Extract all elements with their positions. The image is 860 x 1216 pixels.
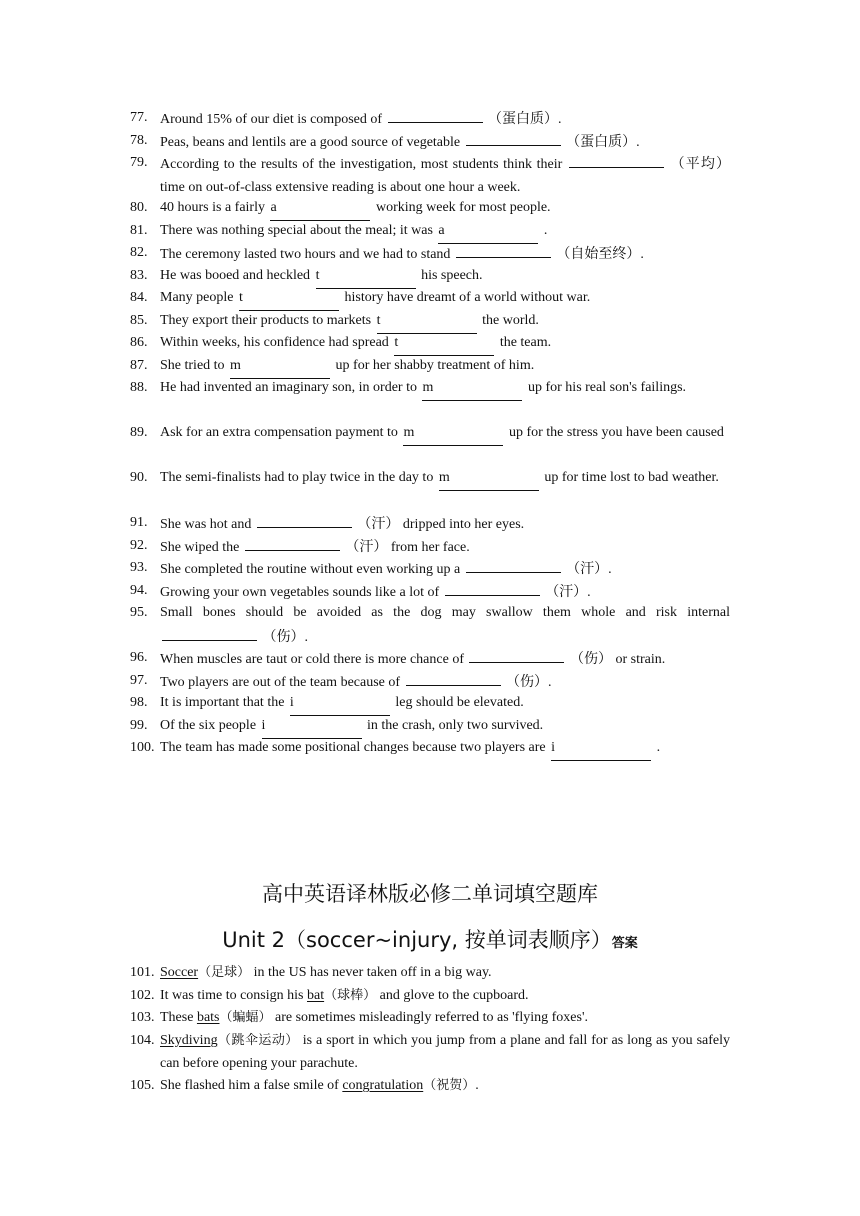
question-text [130, 265, 730, 289]
blank-initial-letter: a [438, 223, 445, 238]
section-subtitle [0, 924, 860, 954]
answer-number: 105. [130, 1078, 155, 1093]
question-text [130, 242, 730, 267]
question-pre: Ask for an extra compensation payment to [160, 425, 398, 440]
question-pre: The semi-finalists had to play twice in the day to [160, 470, 434, 485]
question-item [130, 220, 730, 244]
question-post: （平均） time on out-of-class extensive reading is about one hour a week. [160, 157, 731, 195]
question-number: 93. [130, 560, 148, 575]
answer-word: bat [307, 988, 325, 1003]
question-pre: 40 hours is a fairly [160, 200, 265, 215]
question-post: up for the stress you have been caused [508, 425, 724, 440]
question-pre: Two players are out of the team because of [160, 675, 401, 690]
question-post: （伤）. [262, 629, 308, 645]
question-number: 83. [130, 268, 148, 283]
question-number: 78. [130, 133, 148, 148]
question-pre: Many people [160, 290, 234, 305]
answer-pre: These [160, 1010, 194, 1025]
question-pre: He had invented an imaginary son, in order to [160, 380, 417, 395]
fill-blank[interactable] [466, 557, 561, 573]
question-post: （自始至终）. [556, 247, 644, 262]
fill-blank[interactable] [290, 692, 390, 716]
question-text [130, 220, 730, 244]
answer-chinese-hint: （跳伞运动） [217, 1033, 299, 1048]
fill-blank[interactable] [422, 377, 522, 401]
question-pre: She was hot and [160, 517, 252, 532]
fill-blank[interactable] [316, 265, 416, 289]
question-text [130, 580, 730, 605]
question-post: . [656, 740, 661, 755]
question-item [130, 287, 730, 311]
question-text [130, 715, 730, 739]
fill-blank[interactable] [394, 332, 494, 356]
question-text [130, 107, 730, 132]
question-post: his speech. [421, 268, 483, 283]
question-item [130, 377, 730, 401]
question-number: 88. [130, 380, 148, 395]
question-pre: She tried to [160, 358, 225, 373]
question-item [130, 647, 730, 672]
answer-chinese-hint: （足球） [198, 965, 251, 980]
question-item [130, 332, 730, 356]
question-number: 91. [130, 515, 148, 530]
question-pre: Growing your own vegetables sounds like a lot of [160, 585, 440, 600]
blank-initial-letter: t [315, 268, 320, 283]
answer-post: . [475, 1078, 479, 1093]
question-post: working week for most people. [375, 200, 551, 215]
subtitle-text: Unit 2（soccer~injury, 按单词表顺序） [222, 928, 612, 952]
answer-item [130, 1075, 730, 1098]
answer-pre: She flashed him a false smile of [160, 1078, 339, 1093]
question-text [130, 197, 730, 221]
question-pre: Within weeks, his confidence had spread [160, 335, 389, 350]
question-post: （汗）. [566, 562, 612, 577]
question-post: the world. [482, 313, 539, 328]
question-item [130, 152, 730, 199]
question-post: up for time lost to bad weather. [544, 470, 719, 485]
question-number: 86. [130, 335, 148, 350]
question-text [130, 557, 730, 582]
question-number: 87. [130, 358, 148, 373]
answer-post: are sometimes misleadingly referred to as 'flying foxes'. [275, 1010, 588, 1025]
question-text [130, 130, 730, 155]
question-post: up for her shabby treatment of him. [335, 358, 535, 373]
blank-initial-letter: t [376, 313, 381, 328]
question-text [130, 152, 730, 199]
blank-initial-letter: m [438, 470, 450, 485]
answer-item [130, 1007, 730, 1030]
answer-chinese-hint: （蝙蝠） [219, 1010, 272, 1025]
question-text [130, 692, 730, 716]
answer-post: in the US has never taken off in a big way. [253, 965, 492, 980]
blank-initial-letter: a [270, 200, 277, 215]
question-item [130, 602, 730, 649]
question-pre: According to the results of the investigation, most students think their [160, 157, 563, 172]
answer-tag: 答案 [611, 936, 638, 951]
fill-blank[interactable] [403, 422, 503, 446]
question-post: （蛋白质）. [488, 112, 562, 127]
question-number: 84. [130, 290, 148, 305]
question-number: 95. [130, 605, 148, 620]
answer-chinese-hint: （祝贺） [423, 1078, 476, 1093]
question-pre: She wiped the [160, 540, 240, 555]
question-text [130, 355, 730, 379]
fill-blank[interactable] [469, 647, 564, 663]
answer-chinese-hint: （球棒） [324, 988, 377, 1003]
answer-text [130, 1007, 730, 1030]
question-text [130, 512, 730, 537]
question-text [130, 287, 730, 311]
question-pre: There was nothing special about the meal; it was [160, 223, 433, 238]
blank-initial-letter: i [289, 695, 294, 710]
question-number: 77. [130, 110, 148, 125]
answer-pre: It was time to consign his [160, 988, 304, 1003]
fill-blank[interactable] [445, 580, 540, 596]
fill-blank[interactable] [230, 355, 330, 379]
question-number: 96. [130, 650, 148, 665]
question-number: 100. [130, 740, 155, 755]
question-post: in the crash, only two survived. [367, 718, 544, 733]
fill-blank[interactable] [245, 535, 340, 551]
question-item [130, 580, 730, 605]
fill-blank[interactable] [270, 197, 370, 221]
question-post: up for his real son's failings. [527, 380, 687, 395]
question-post: （汗） from her face. [345, 540, 470, 555]
question-pre: They export their products to markets [160, 313, 372, 328]
question-item [130, 535, 730, 560]
question-pre: He was booed and heckled [160, 268, 311, 283]
question-number: 97. [130, 673, 148, 688]
fill-blank[interactable] [456, 242, 551, 258]
fill-blank[interactable] [406, 670, 501, 686]
question-pre: Around 15% of our diet is composed of [160, 112, 383, 127]
question-item [130, 670, 730, 695]
question-text [130, 535, 730, 560]
question-post: history have dreamt of a world without war. [344, 290, 591, 305]
question-post: the team. [499, 335, 552, 350]
answer-text [130, 962, 730, 985]
question-item [130, 737, 730, 761]
question-number: 94. [130, 583, 148, 598]
answer-item [130, 962, 730, 985]
question-pre: The team has made some positional changes because two players are [160, 740, 546, 755]
question-pre: She completed the routine without even working up a [160, 562, 461, 577]
question-post: （汗） dripped into her eyes. [357, 517, 525, 532]
blank-initial-letter: m [230, 358, 241, 373]
fill-blank[interactable] [257, 512, 352, 528]
question-text [130, 310, 730, 334]
question-number: 81. [130, 223, 148, 238]
question-number: 79. [130, 155, 148, 170]
answer-item [130, 1030, 730, 1075]
answer-text [130, 985, 730, 1008]
question-post: （伤）. [506, 675, 552, 690]
question-item [130, 130, 730, 155]
fill-blank[interactable] [377, 310, 477, 334]
question-text [130, 647, 730, 672]
question-item [130, 692, 730, 716]
question-text [130, 670, 730, 695]
question-item [130, 715, 730, 739]
question-post: （伤） or strain. [569, 652, 666, 667]
question-post: leg should be elevated. [395, 695, 524, 710]
blank-initial-letter: i [261, 718, 266, 733]
blank-initial-letter: t [238, 290, 243, 305]
question-item [130, 242, 730, 267]
fill-blank[interactable] [262, 715, 362, 739]
question-number: 98. [130, 695, 148, 710]
answer-word: Skydiving [160, 1033, 218, 1048]
answer-word: congratulation [342, 1078, 424, 1093]
answer-post: is a sport in which you jump from a plane and fall for as long as you safely can before opening your parachute. [160, 1033, 731, 1071]
question-number: 82. [130, 245, 148, 260]
question-text [130, 377, 730, 401]
question-item [130, 467, 730, 491]
question-pre: It is important that the [160, 695, 285, 710]
fill-blank[interactable] [239, 287, 339, 311]
question-item [130, 310, 730, 334]
question-text [130, 737, 730, 761]
question-item [130, 512, 730, 537]
question-pre: The ceremony lasted two hours and we had to stand [160, 247, 451, 262]
question-text [130, 602, 730, 649]
question-pre: Peas, beans and lentils are a good source of vegetable [160, 135, 461, 150]
blank-initial-letter: m [422, 380, 434, 395]
answer-post: and glove to the cupboard. [379, 988, 529, 1003]
answer-number: 104. [130, 1033, 155, 1048]
fill-blank[interactable] [438, 220, 538, 244]
fill-blank[interactable] [569, 152, 664, 168]
answer-number: 103. [130, 1010, 155, 1025]
blank-initial-letter: i [551, 740, 556, 755]
fill-blank[interactable] [388, 107, 483, 123]
question-number: 80. [130, 200, 148, 215]
section-title: 高中英语译林版必修二单词填空题库 [262, 882, 598, 906]
question-number: 89. [130, 425, 148, 440]
fill-blank[interactable] [162, 625, 257, 641]
question-post: . [543, 223, 548, 238]
question-item [130, 355, 730, 379]
question-number: 92. [130, 538, 148, 553]
question-item [130, 422, 730, 446]
answer-item [130, 985, 730, 1008]
fill-blank[interactable] [466, 130, 561, 146]
answer-word: Soccer [160, 965, 199, 980]
question-number: 90. [130, 470, 148, 485]
answer-word: bats [196, 1010, 220, 1025]
question-item [130, 265, 730, 289]
question-text [130, 332, 730, 356]
answer-text [130, 1030, 730, 1075]
question-item [130, 197, 730, 221]
answer-text [130, 1075, 730, 1098]
question-pre: Small bones should be avoided as the dog may swallow them whole and risk internal [160, 605, 730, 620]
answer-number: 102. [130, 988, 155, 1003]
question-number: 99. [130, 718, 148, 733]
blank-initial-letter: t [394, 335, 399, 350]
question-pre: Of the six people [160, 718, 257, 733]
question-post: （汗）. [545, 585, 591, 600]
question-item [130, 557, 730, 582]
question-item [130, 107, 730, 132]
fill-blank[interactable] [551, 737, 651, 761]
question-post: （蛋白质）. [566, 135, 640, 150]
fill-blank[interactable] [439, 467, 539, 491]
question-text [130, 467, 730, 491]
answer-number: 101. [130, 965, 155, 980]
blank-initial-letter: m [403, 425, 415, 440]
question-pre: When muscles are taut or cold there is more chance of [160, 652, 464, 667]
question-text [130, 422, 730, 446]
question-number: 85. [130, 313, 148, 328]
